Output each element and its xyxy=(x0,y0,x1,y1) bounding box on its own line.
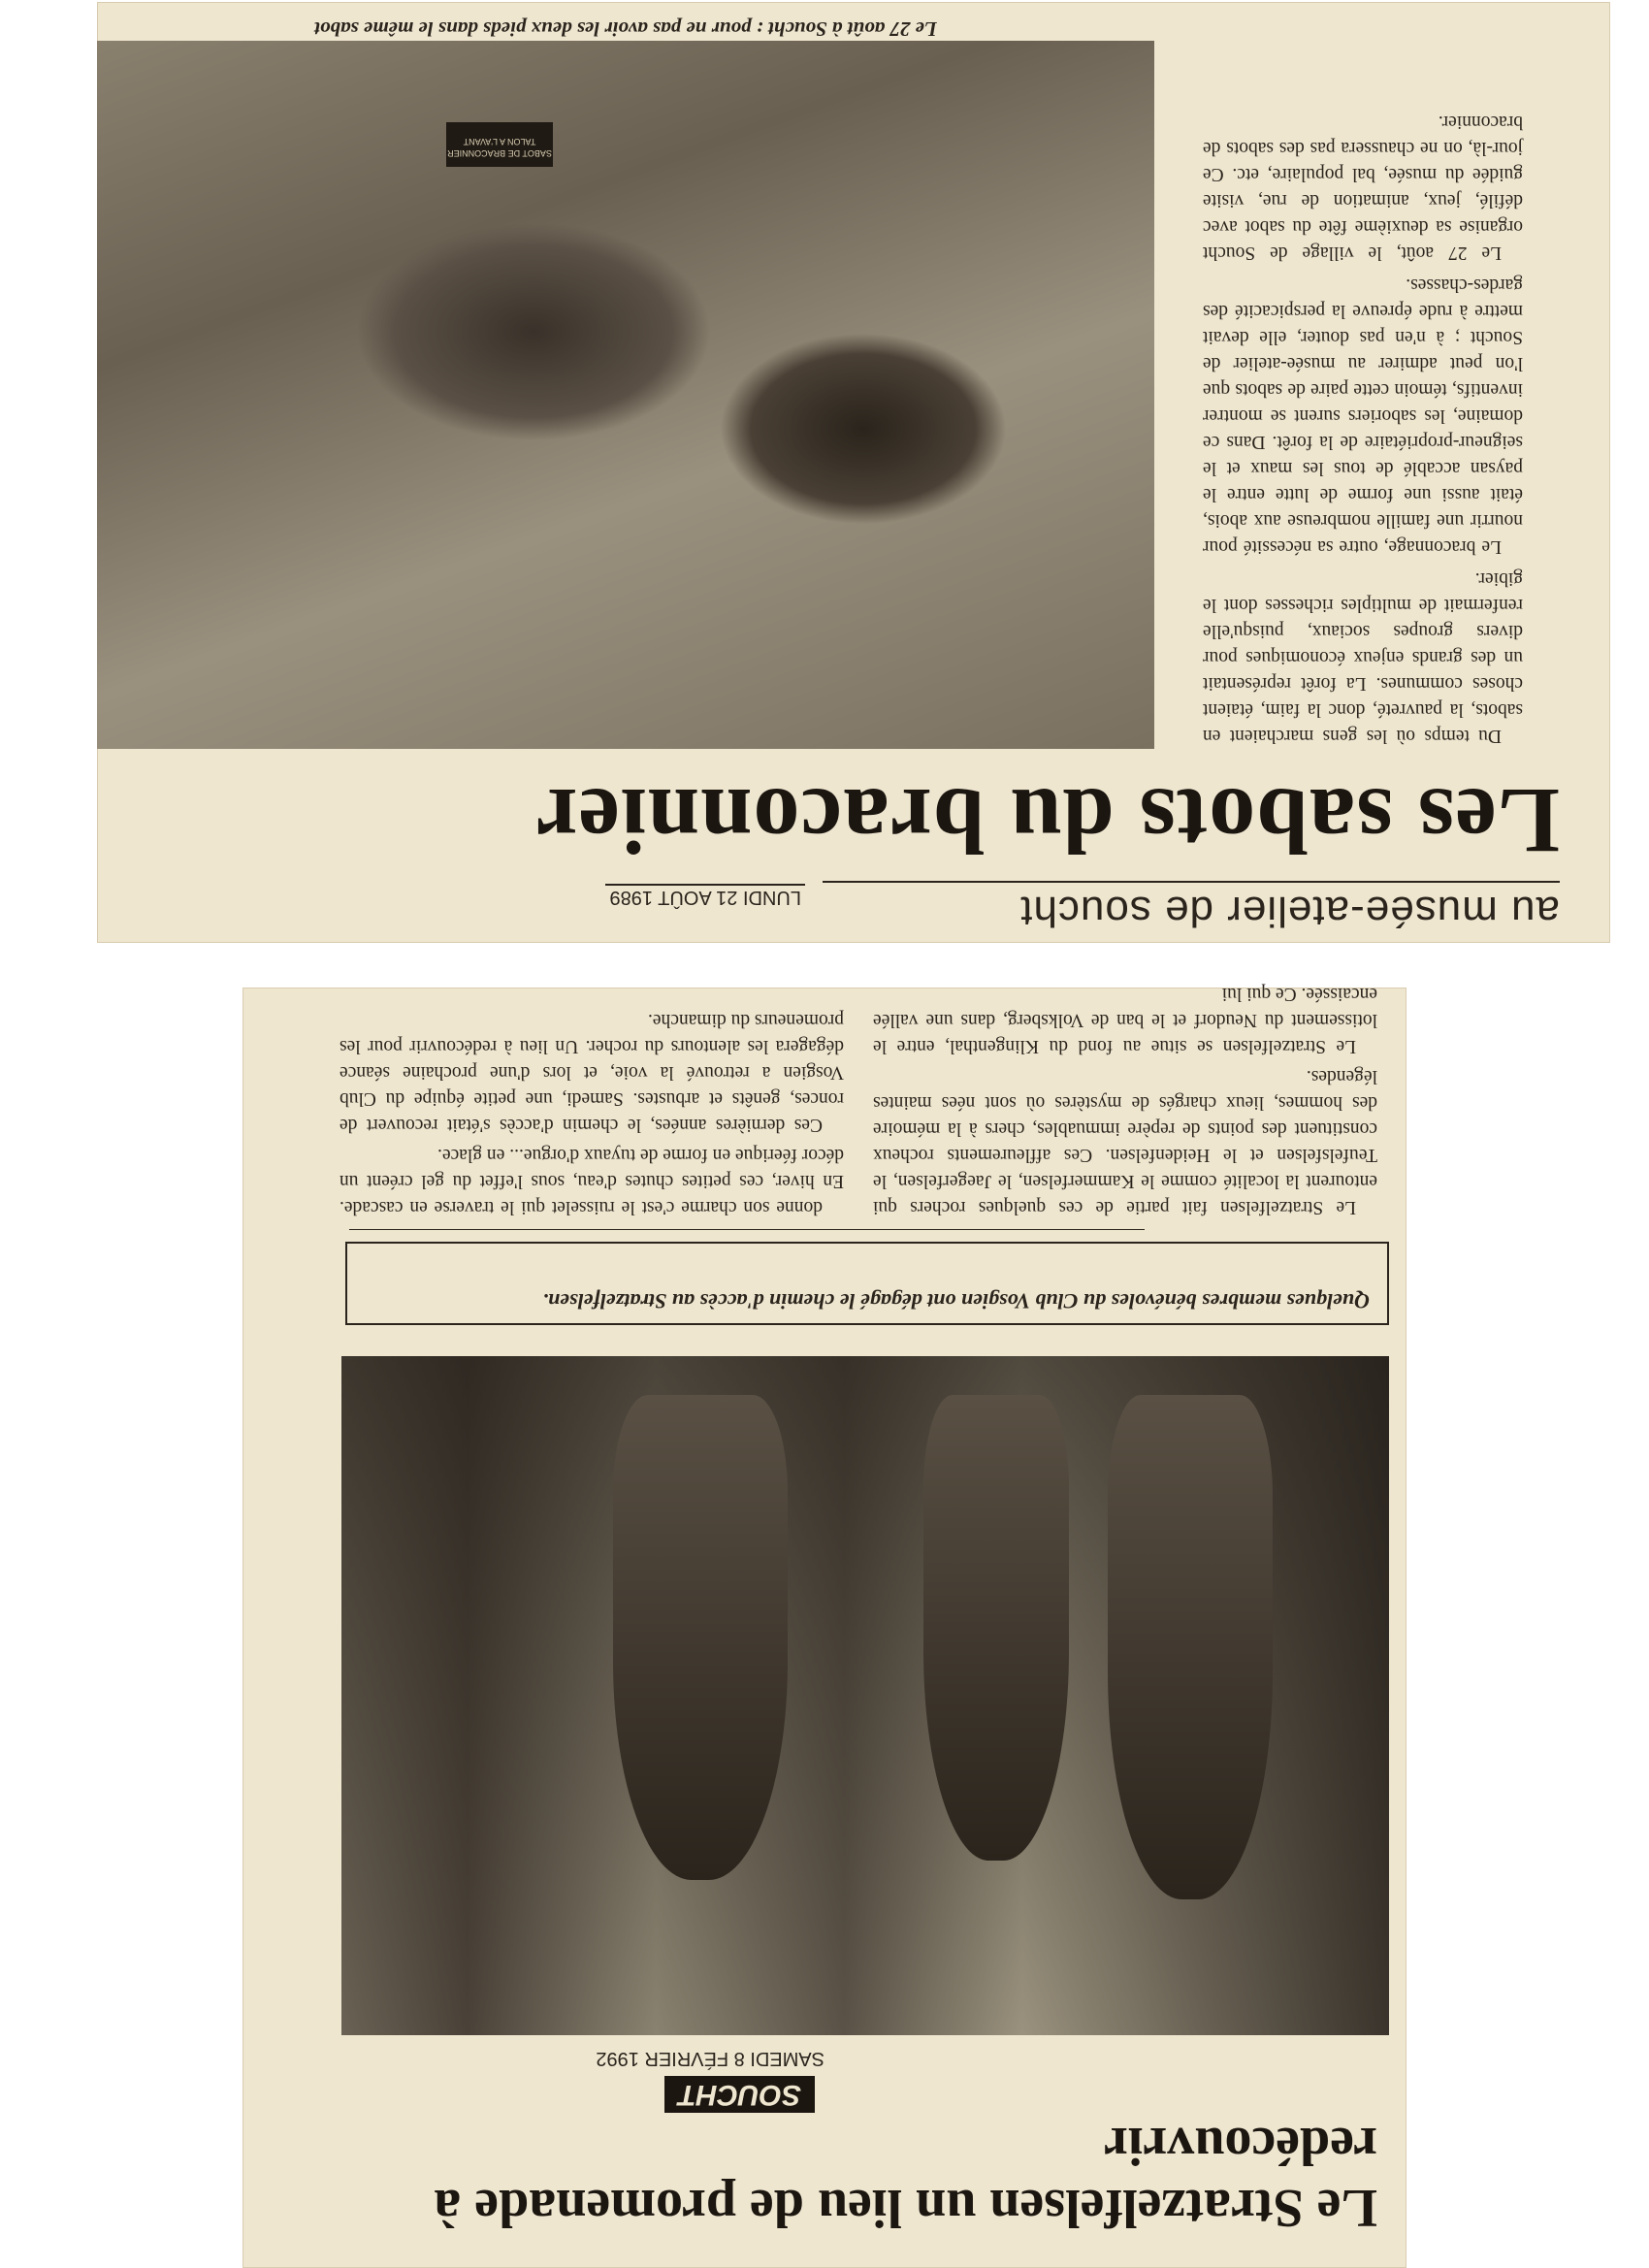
sabot-label xyxy=(446,122,553,167)
headline: Les sabots du braconnier xyxy=(534,769,1560,873)
dateline: SAMEDI 8 FÉVRIER 1992 xyxy=(596,2048,824,2069)
caption-rule xyxy=(349,1229,1145,1230)
paragraph: Ces dernières années, le chemin d'accès s'était recouvert de ronces, genêts et arbustes. Samedi, une petite équipe du Club Vosgien a retrouvé la voie, et lors d'une prochaine séance dégagera les alentours du rocher. Un lieu à redécouvrir pour les promeneurs du dimanche. xyxy=(340,1010,844,1135)
paragraph: Le 27 août, le village de Soucht organise sa deuxième fête du sabot avec défilé, jeux, animation de rue, visite guidée du musée, bal populaire, etc. Ce jour-là, on ne chaussera pas des sabots de braconnier. xyxy=(1203,112,1523,263)
sabot-label-line: SABOT DE BRACONNIER xyxy=(447,148,552,158)
kicker-rule xyxy=(823,881,1560,883)
person-figure xyxy=(923,1395,1069,1861)
paragraph: Du temps où les gens marchaient en sabots, la pauvreté, donc la faim, étaient choses communes. La forêt représentait un des grands enjeux économiques pour divers groupes sociaux, puisqu'elle renfermait de multiples richesses dont le gibier. xyxy=(1203,568,1523,746)
photo-club-vosgien xyxy=(341,1356,1389,2035)
article-column-left xyxy=(873,977,1377,1220)
paragraph: donne son charme c'est le ruisselet qui le traverse en cascade. En hiver, ces petites chutes d'eau, sous l'effet du gel créent un décor féerique en forme de tuyaux d'orgue... en glace. xyxy=(340,1145,844,1217)
paragraph: Le Stratzelfelsen se situe au fond du Klingenthal, entre le lotissement du Neudorf et le ban de Volksberg, dans une vallée encaissée. Ce qui lui xyxy=(873,984,1377,1056)
headline: Le Stratzelfelsen un lieu de promenade à redécouvrir xyxy=(434,2116,1377,2238)
section-tag: SOUCHT xyxy=(664,2076,815,2113)
kicker: au musée-atelier de soucht xyxy=(1019,888,1560,935)
paragraph: Le Stratzelfelsen fait partie de ces quelques rochers qui entourent la localité comme le Kammerfelsen, le Jaegerfelsen, le Teufelsfelsen et le Heidenfelsen. Ces affleurements rocheux constituent des points de repère immuables, chers à la mémoire des hommes, lieux chargés de mystères où sont nées maintes légendes. xyxy=(873,1066,1377,1217)
photo-caption: Le 27 août à Soucht : pour ne pas avoir les deux pieds dans le même sabot xyxy=(314,17,937,41)
person-figure xyxy=(1108,1395,1273,1899)
dateline: LUNDI 21 AOÛT 1989 xyxy=(605,884,805,908)
article-column xyxy=(1203,103,1523,749)
photo-caption: Quelques membres bénévoles du Club Vosgien ont dégagé le chemin d'accès au Stratzelfelsen. xyxy=(345,1242,1389,1325)
clipping-sabots-braconnier xyxy=(97,2,1610,943)
sabot-label-line: TALON A L'AVANT xyxy=(463,137,536,146)
photo-sabots xyxy=(97,41,1154,749)
article-column-right xyxy=(340,1003,844,1220)
person-figure xyxy=(613,1395,788,1880)
paragraph: Le braconnage, outre sa nécessité pour nourrir une famille nombreuse aux abois, était aussi une forme de lutte entre le paysan accablé de tous les maux et le seigneur-propriétaire de la forêt. Dans ce domaine, les saboriers surent se montrer inventifs, témoin cette paire de sabots que l'on peut admirer au musée-atelier de Soucht ; à n'en pas douter, elle devait mettre à rude épreuve la perspicacité des gardes-chasses. xyxy=(1203,275,1523,557)
clipping-stratzelfelsen xyxy=(242,984,1406,2268)
